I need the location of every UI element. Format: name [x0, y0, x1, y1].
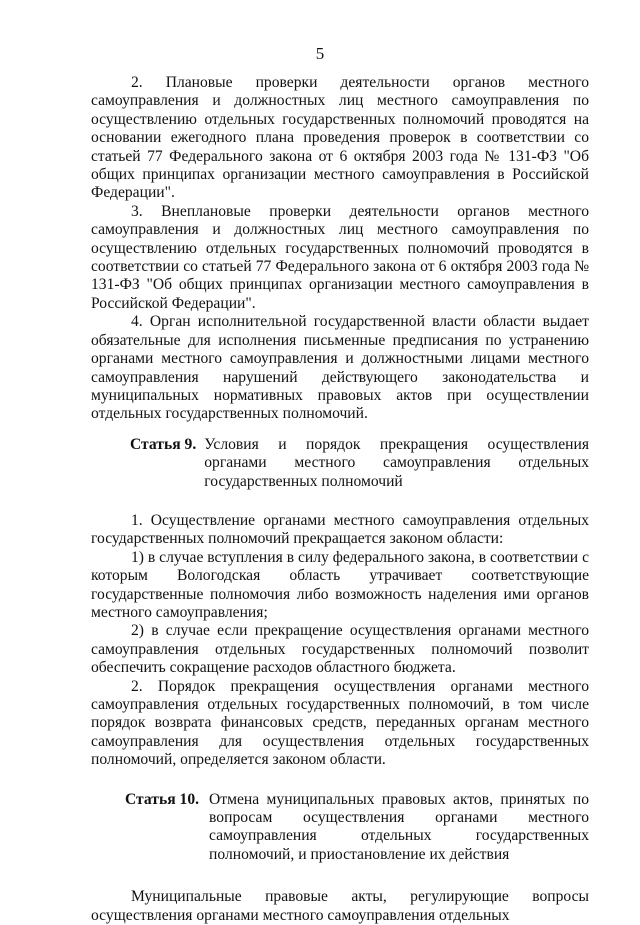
article-9-label: Статья 9. — [130, 435, 197, 453]
article-10-heading — [125, 791, 589, 865]
paragraph-9-1: 1. Осуществление органами местного самоуправления отдельных государственных полномочий прекращается законом области: — [91, 511, 589, 548]
article-10-title: Отмена муниципальных правовых актов, принятых по вопросам осуществления органами местного самоуправления отдельных государственных полномочий, и приостановление их действия — [209, 790, 589, 863]
document-body — [91, 74, 589, 925]
article-9-title: Условия и порядок прекращения осуществления органами местного самоуправления отдельных государственных полномочий — [204, 435, 589, 490]
paragraph-9-1-2: 2) в случае если прекращение осуществления органами местного самоуправления отдельных государственных полномочий позволит обеспечить сокращение расходов областного бюджета. — [91, 622, 589, 677]
paragraph-8-2: 2. Плановые проверки деятельности органов местного самоуправления и должностных лиц местного самоуправления по осуществлению отдельных государственных полномочий проводятся на основании ежегодного плана проведения проверок в соответствии со статьей 77 Федерального закона от 6 октября 2003 года № 131-ФЗ "Об общих принципах организации местного самоуправления в Российской Федерации". — [91, 74, 589, 202]
page-number: 5 — [315, 44, 325, 63]
paragraph-9-2: 2. Порядок прекращения осуществления органами местного самоуправления отдельных государственных полномочий, в том числе порядок возврата финансовых средств, переданных органам местного самоуправления для осуществления отдельных государственных полномочий, определяется законом области. — [91, 677, 589, 769]
paragraph-9-1-1: 1) в случае вступления в силу федерального закона, в соответствии с которым Вологодская область утрачивает соответствующие государственные полномочия либо возможность наделения ими органов местного самоуправления; — [91, 548, 589, 621]
paragraph-8-3: 3. Внеплановые проверки деятельности органов местного самоуправления и должностных лиц местного самоуправления по осуществлению отдельных государственных полномочий проводятся в соответствии со статьей 77 Федерального закона от 6 октября 2003 года № 131-ФЗ "Об общих принципах организации местного самоуправления в Российской Федерации". — [91, 202, 589, 312]
article-9-heading — [130, 436, 589, 491]
article-10-label: Статья 10. — [125, 790, 200, 808]
paragraph-10-1: Муниципальные правовые акты, регулирующие вопросы осуществления органами местного самоуправления отдельных — [91, 888, 589, 924]
paragraph-8-4: 4. Орган исполнительной государственной власти области выдает обязательные для исполнения письменные предписания по устранению органами местного самоуправления и должностными лицами местного самоуправления нарушений действующего законодательства и муниципальных нормативных правовых актов при осуществлении отдельных государственных полномочий. — [91, 313, 589, 423]
